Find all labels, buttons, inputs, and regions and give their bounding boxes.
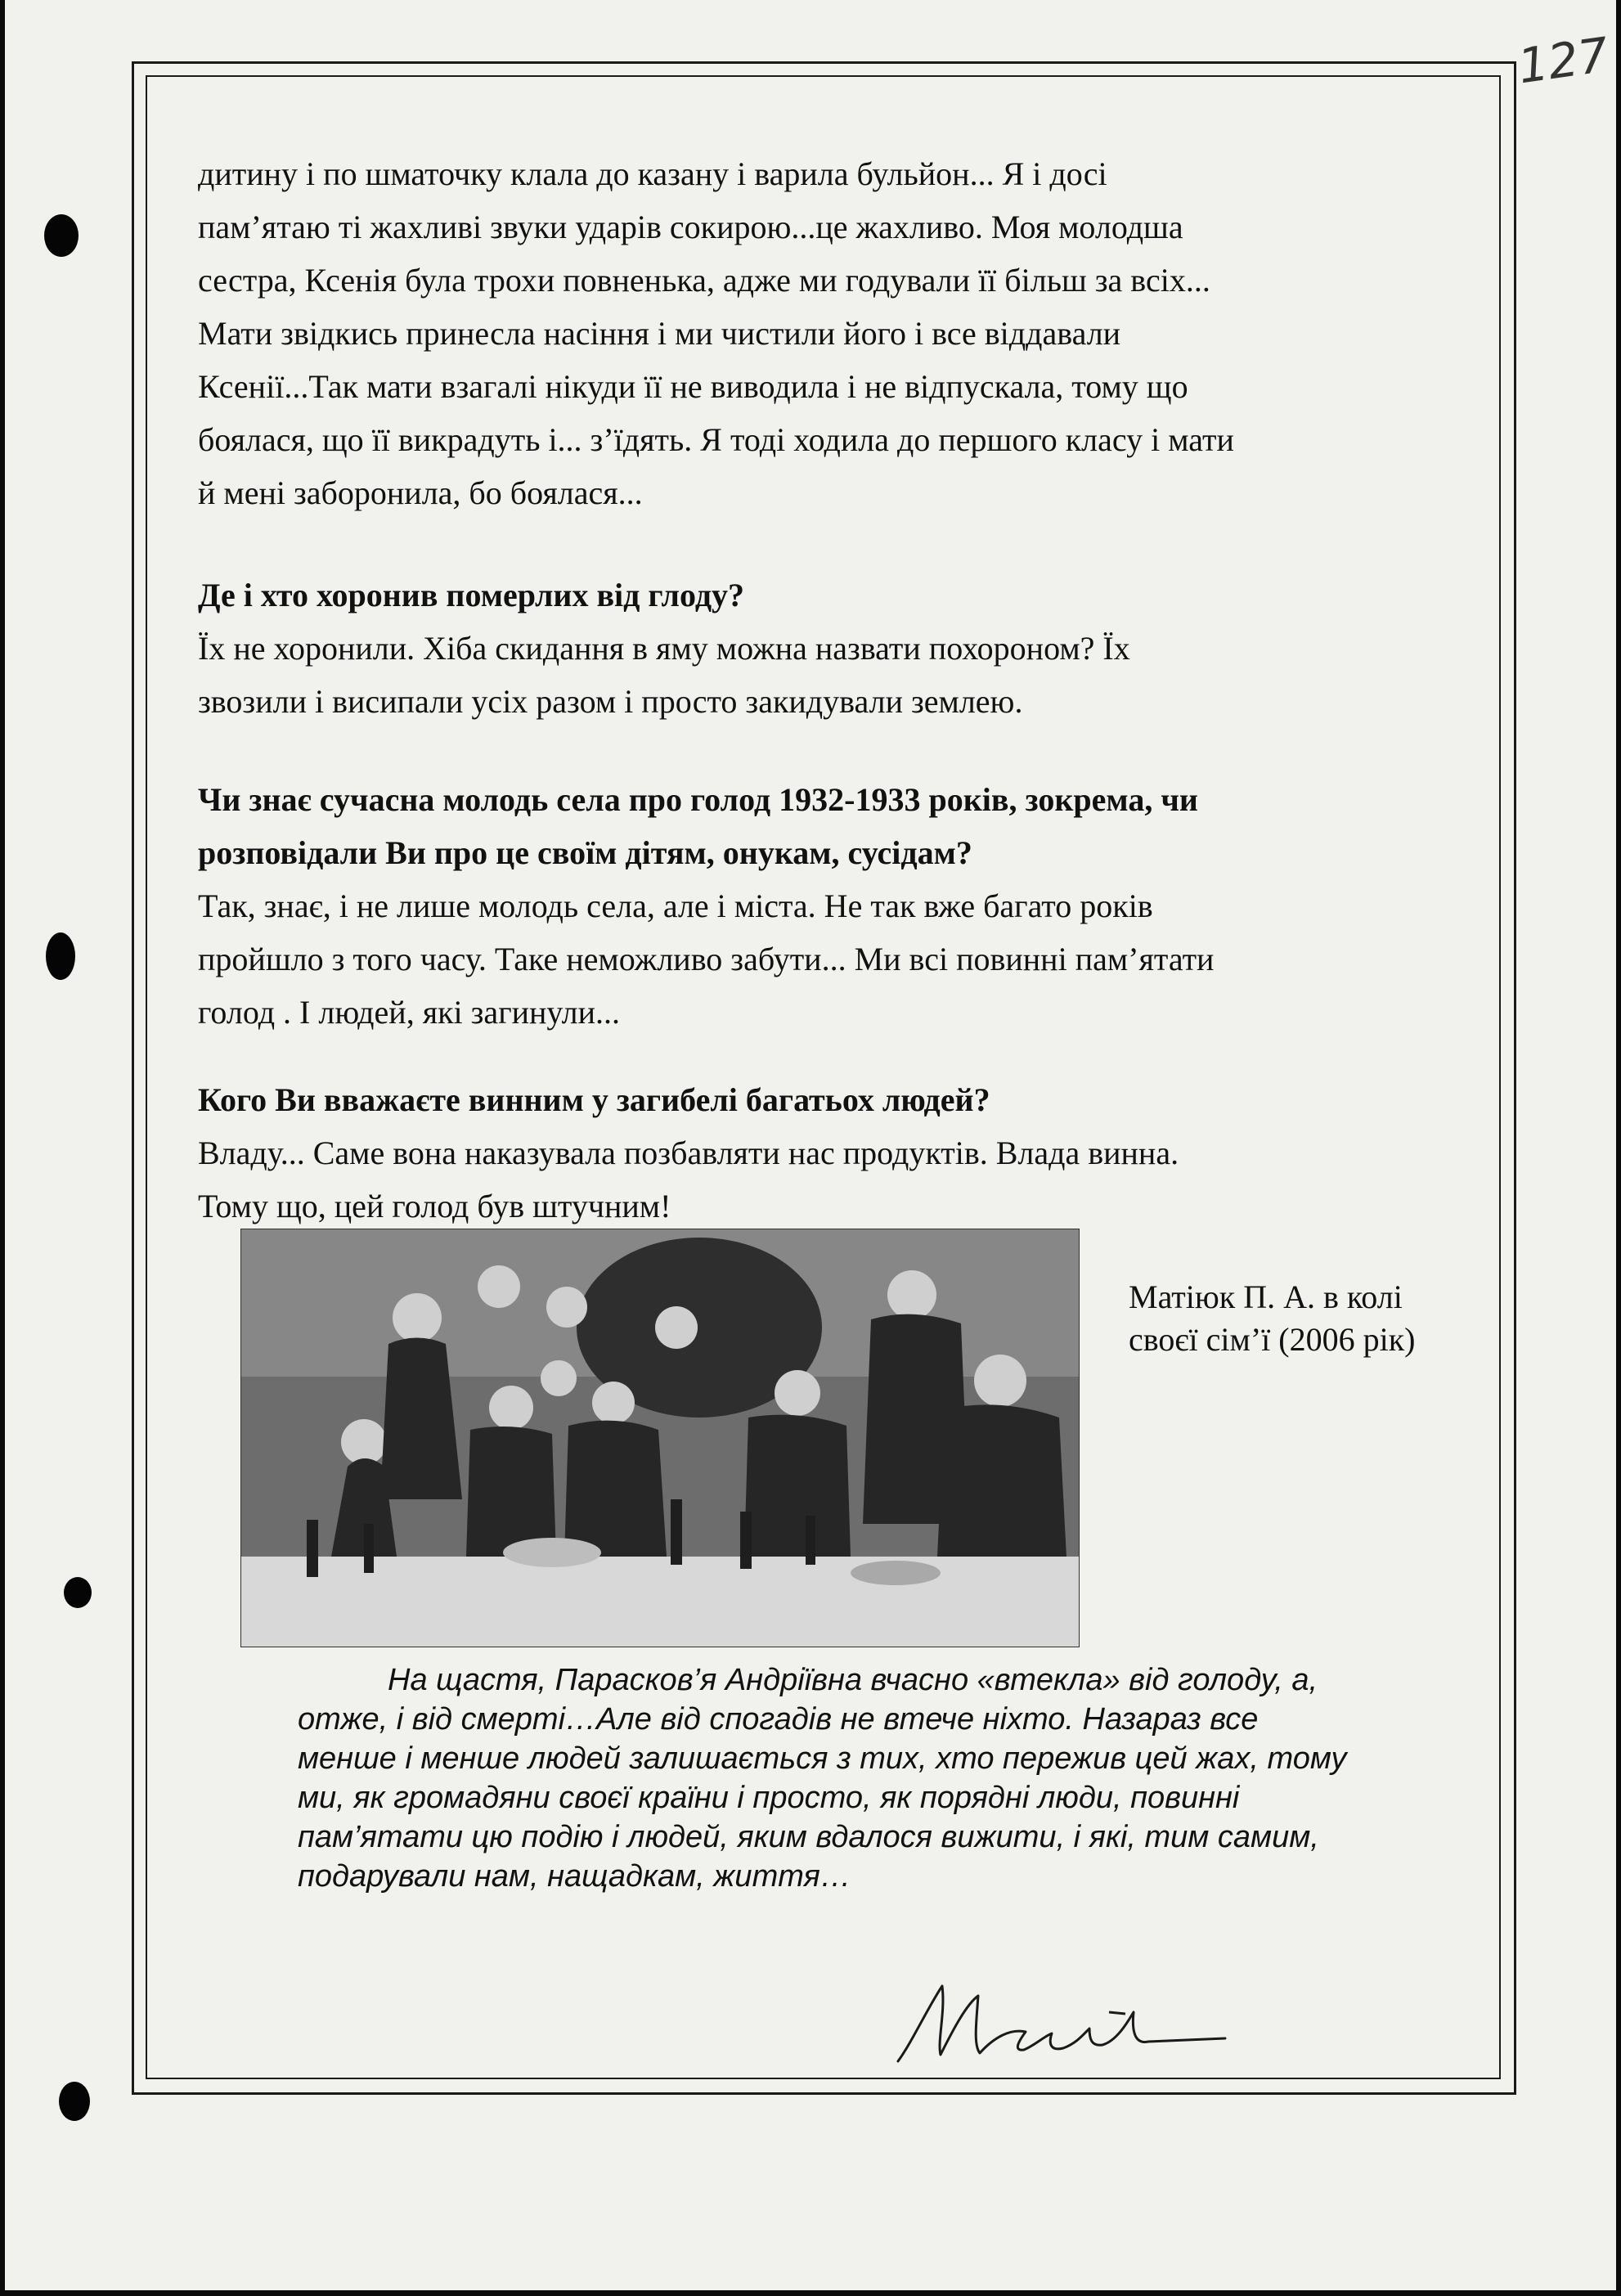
punch-hole	[46, 932, 75, 980]
text-line: Ксенії...Так мати взагалі нікуди її не виводила і не відпускала, тому що	[198, 368, 1188, 405]
punch-hole	[64, 1577, 92, 1608]
qa-burials	[198, 568, 1498, 728]
qa-responsibility	[198, 1073, 1498, 1233]
afterword-line: отже, і від смерті…Але від спогадів не втече ніхто. Назараз все	[298, 1702, 1259, 1737]
afterword-line: На щастя, Парасков’я Андріївна вчасно «втекла» від голоду, а,	[388, 1663, 1318, 1697]
afterword-line: ми, як громадяни своєї країни і просто, як порядні люди, повинні	[298, 1781, 1240, 1815]
interview-question: Де і хто хоронив померлих від глоду?	[198, 577, 745, 613]
interview-answer: Тому що, цей голод був штучним!	[198, 1188, 671, 1224]
text-line: сестра, Ксенія була трохи повненька, адже ми годували її більш за всіх...	[198, 262, 1210, 299]
interview-answer: Так, знає, і не лише молодь села, але і міста. Не так вже багато років	[198, 887, 1153, 924]
interview-answer: голод . І людей, які загинули...	[198, 994, 621, 1031]
interview-answer: Їх не хоронили. Хіба скидання в яму можна назвати похороном? Їх	[198, 630, 1130, 667]
family-photo-image	[241, 1229, 1079, 1647]
interview-question: розповідали Ви про це своїм дітям, онукам, сусідам?	[198, 834, 972, 871]
document-page	[5, 0, 1616, 2290]
punch-hole	[44, 214, 79, 257]
interview-question: Кого Ви вважаєте винним у загибелі багатьох людей?	[198, 1081, 990, 1118]
afterword-paragraph	[298, 1660, 1492, 1896]
afterword-line: подарували нам, нащадкам, життя…	[298, 1859, 851, 1894]
handwritten-signature	[888, 1963, 1232, 2078]
punch-hole	[59, 2082, 90, 2121]
caption-line: Матіюк П. А. в колі	[1129, 1278, 1403, 1315]
interview-answer: пройшло з того часу. Таке неможливо забути... Ми всі повинні пам’ятати	[198, 941, 1215, 977]
testimony-continuation	[198, 147, 1498, 519]
afterword-line: менше і менше людей залишається з тих, хто пережив цей жах, тому	[298, 1741, 1347, 1776]
text-line: й мені заборонила, бо боялася...	[198, 474, 643, 511]
text-line: боялася, що її викрадуть і... з’їдять. Я тоді ходила до першого класу і мати	[198, 421, 1234, 458]
photo-caption	[1129, 1276, 1489, 1361]
afterword-line: пам’ятати цю подію і людей, яким вдалося вижити, і які, тим самим,	[298, 1820, 1319, 1854]
text-line: пам’ятаю ті жахливі звуки ударів сокирою...це жахливо. Моя молодша	[198, 209, 1183, 245]
text-line: дитину і по шматочку клала до казану і варила бульйон... Я і досі	[198, 155, 1107, 192]
interview-answer: звозили і висипали усіх разом і просто закидували землею.	[198, 683, 1023, 720]
text-line: Мати звідкись принесла насіння і ми чистили його і все віддавали	[198, 315, 1121, 352]
interview-question: Чи знає сучасна молодь села про голод 1932-1933 років, зокрема, чи	[198, 781, 1198, 818]
caption-line: своєї сім’ї (2006 рік)	[1129, 1321, 1416, 1358]
qa-youth-awareness	[198, 773, 1498, 1039]
family-photo	[240, 1229, 1080, 1647]
interview-answer: Владу... Саме вона наказувала позбавляти нас продуктів. Влада винна.	[198, 1135, 1179, 1171]
page-number: 127	[1514, 26, 1612, 95]
